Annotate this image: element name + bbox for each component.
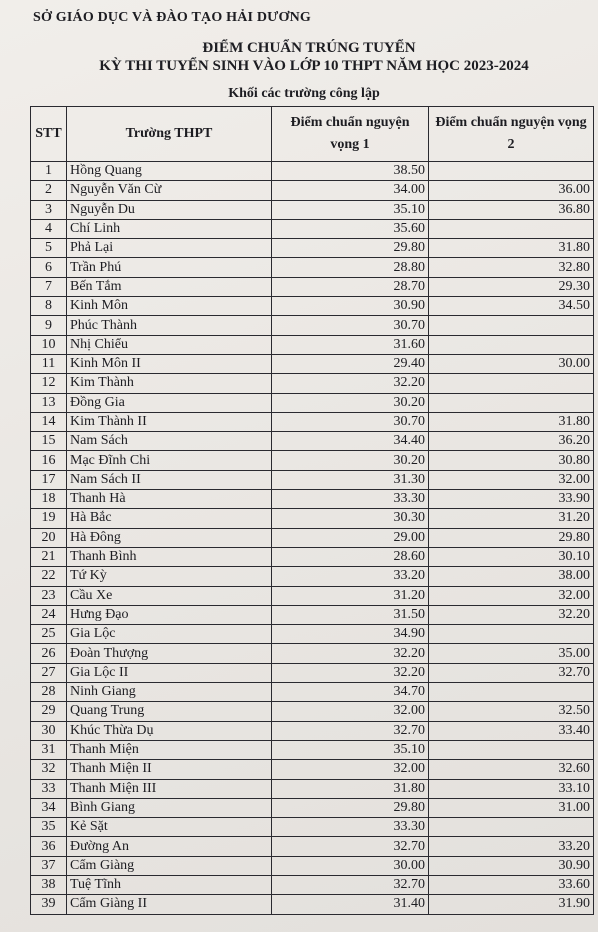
score-nv1: 32.20: [272, 374, 429, 393]
row-number: 13: [31, 393, 67, 412]
row-number: 23: [31, 586, 67, 605]
score-nv2: 38.00: [429, 567, 594, 586]
score-nv2: [429, 683, 594, 702]
table-row: [31, 779, 594, 798]
school-name: Nam Sách: [67, 432, 272, 451]
school-name: Mạc Đĩnh Chi: [67, 451, 272, 470]
score-nv2: [429, 316, 594, 335]
table-row: [31, 740, 594, 759]
score-nv2: 30.10: [429, 547, 594, 566]
table-row: [31, 412, 594, 431]
row-number: 12: [31, 374, 67, 393]
score-nv1: 31.40: [272, 895, 429, 914]
school-name: Nhị Chiểu: [67, 335, 272, 354]
score-nv2: 33.90: [429, 490, 594, 509]
row-number: 30: [31, 721, 67, 740]
school-name: Hà Đông: [67, 528, 272, 547]
table-row: [31, 200, 594, 219]
row-number: 36: [31, 837, 67, 856]
score-nv2: 31.80: [429, 412, 594, 431]
score-nv2: [429, 625, 594, 644]
table-row: [31, 162, 594, 181]
score-nv1: 28.70: [272, 277, 429, 296]
school-name: Thanh Miện II: [67, 760, 272, 779]
table-row: [31, 586, 594, 605]
score-nv2: 30.00: [429, 354, 594, 373]
table-row: [31, 470, 594, 489]
score-nv1: 33.30: [272, 818, 429, 837]
row-number: 37: [31, 856, 67, 875]
school-name: Kim Thành II: [67, 412, 272, 431]
row-number: 6: [31, 258, 67, 277]
school-group-subtitle: Khối các trường công lập: [228, 86, 380, 101]
row-number: 3: [31, 200, 67, 219]
table-row: [31, 721, 594, 740]
score-nv1: 30.00: [272, 856, 429, 875]
score-nv2: 32.60: [429, 760, 594, 779]
school-name: Kinh Môn: [67, 297, 272, 316]
table-row: [31, 625, 594, 644]
exam-title: KỲ THI TUYỂN SINH VÀO LỚP 10 THPT NĂM HỌC 2023-2024: [99, 58, 529, 74]
column-header-stt: STT: [31, 107, 67, 162]
school-name: Phả Lại: [67, 239, 272, 258]
table-row: [31, 316, 594, 335]
column-header-score2: Điểm chuẩn nguyện vọng 2: [429, 107, 594, 162]
score-nv1: 29.80: [272, 798, 429, 817]
score-nv2: 36.20: [429, 432, 594, 451]
score-nv2: 31.20: [429, 509, 594, 528]
table-row: [31, 683, 594, 702]
table-body: [31, 162, 594, 915]
school-name: Phúc Thành: [67, 316, 272, 335]
table-row: [31, 547, 594, 566]
school-name: Quang Trung: [67, 702, 272, 721]
table-header: [31, 107, 594, 162]
score-nv1: 30.30: [272, 509, 429, 528]
score-nv2: 30.80: [429, 451, 594, 470]
row-number: 17: [31, 470, 67, 489]
school-name: Nam Sách II: [67, 470, 272, 489]
score-nv1: 35.10: [272, 740, 429, 759]
row-number: 35: [31, 818, 67, 837]
score-nv1: 32.00: [272, 760, 429, 779]
school-name: Tuệ Tĩnh: [67, 875, 272, 894]
score-nv2: 33.60: [429, 875, 594, 894]
row-number: 24: [31, 605, 67, 624]
table-row: [31, 374, 594, 393]
row-number: 5: [31, 239, 67, 258]
score-nv2: 32.00: [429, 586, 594, 605]
school-name: Khúc Thừa Dụ: [67, 721, 272, 740]
row-number: 38: [31, 875, 67, 894]
table-row: [31, 702, 594, 721]
school-name: Gia Lộc: [67, 625, 272, 644]
row-number: 1: [31, 162, 67, 181]
row-number: 4: [31, 219, 67, 238]
score-nv2: 30.90: [429, 856, 594, 875]
score-nv2: [429, 335, 594, 354]
row-number: 39: [31, 895, 67, 914]
column-header-score1: Điểm chuẩn nguyện vọng 1: [272, 107, 429, 162]
row-number: 31: [31, 740, 67, 759]
score-nv2: 35.00: [429, 644, 594, 663]
table-row: [31, 798, 594, 817]
score-nv2: 29.30: [429, 277, 594, 296]
school-name: Hà Bắc: [67, 509, 272, 528]
table-row: [31, 528, 594, 547]
score-nv1: 33.30: [272, 490, 429, 509]
school-name: Kẻ Sặt: [67, 818, 272, 837]
score-nv2: 31.00: [429, 798, 594, 817]
score-nv1: 32.20: [272, 644, 429, 663]
school-name: Ninh Giang: [67, 683, 272, 702]
table-row: [31, 219, 594, 238]
score-nv2: 31.80: [429, 239, 594, 258]
score-nv2: 32.00: [429, 470, 594, 489]
score-nv1: 31.30: [272, 470, 429, 489]
row-number: 20: [31, 528, 67, 547]
school-name: Kinh Môn II: [67, 354, 272, 373]
issuing-agency: SỞ GIÁO DỤC VÀ ĐÀO TẠO HẢI DƯƠNG: [33, 10, 311, 25]
score-nv2: [429, 740, 594, 759]
score-nv2: 29.80: [429, 528, 594, 547]
school-name: Cẩm Giàng II: [67, 895, 272, 914]
school-name: Nguyễn Du: [67, 200, 272, 219]
row-number: 8: [31, 297, 67, 316]
score-nv1: 29.00: [272, 528, 429, 547]
row-number: 11: [31, 354, 67, 373]
score-nv1: 30.70: [272, 316, 429, 335]
school-name: Cầu Xe: [67, 586, 272, 605]
table-row: [31, 644, 594, 663]
score-nv2: 33.20: [429, 837, 594, 856]
score-nv1: 35.60: [272, 219, 429, 238]
table-row: [31, 895, 594, 914]
table-row: [31, 567, 594, 586]
row-number: 18: [31, 490, 67, 509]
row-number: 34: [31, 798, 67, 817]
score-nv2: 33.10: [429, 779, 594, 798]
score-nv2: 31.90: [429, 895, 594, 914]
score-nv2: 36.80: [429, 200, 594, 219]
row-number: 10: [31, 335, 67, 354]
school-name: Thanh Hà: [67, 490, 272, 509]
score-nv1: 31.80: [272, 779, 429, 798]
score-nv1: 30.90: [272, 297, 429, 316]
table-row: [31, 837, 594, 856]
score-nv2: 33.40: [429, 721, 594, 740]
score-nv2: [429, 818, 594, 837]
score-nv1: 34.90: [272, 625, 429, 644]
score-nv1: 35.10: [272, 200, 429, 219]
score-nv1: 31.50: [272, 605, 429, 624]
table-row: [31, 354, 594, 373]
score-nv1: 38.50: [272, 162, 429, 181]
score-nv2: 32.50: [429, 702, 594, 721]
table-row: [31, 277, 594, 296]
row-number: 16: [31, 451, 67, 470]
score-nv1: 31.60: [272, 335, 429, 354]
table-row: [31, 818, 594, 837]
row-number: 28: [31, 683, 67, 702]
score-nv1: 28.60: [272, 547, 429, 566]
score-nv2: 32.20: [429, 605, 594, 624]
score-nv1: 32.70: [272, 837, 429, 856]
score-nv2: 32.70: [429, 663, 594, 682]
table-row: [31, 335, 594, 354]
school-name: Hồng Quang: [67, 162, 272, 181]
table-row: [31, 432, 594, 451]
score-nv2: 34.50: [429, 297, 594, 316]
score-nv1: 28.80: [272, 258, 429, 277]
table-row: [31, 509, 594, 528]
school-name: Đồng Gia: [67, 393, 272, 412]
score-nv2: [429, 393, 594, 412]
score-nv1: 30.20: [272, 451, 429, 470]
school-name: Chí Linh: [67, 219, 272, 238]
school-name: Bến Tắm: [67, 277, 272, 296]
score-nv1: 32.00: [272, 702, 429, 721]
row-number: 2: [31, 181, 67, 200]
score-nv1: 29.80: [272, 239, 429, 258]
table-row: [31, 181, 594, 200]
score-table: [30, 106, 594, 915]
row-number: 9: [31, 316, 67, 335]
score-nv1: 32.70: [272, 875, 429, 894]
school-name: Thanh Miện III: [67, 779, 272, 798]
table-row: [31, 875, 594, 894]
score-nv1: 34.70: [272, 683, 429, 702]
score-nv1: 30.20: [272, 393, 429, 412]
score-nv1: 30.70: [272, 412, 429, 431]
table-row: [31, 451, 594, 470]
table-row: [31, 393, 594, 412]
school-name: Gia Lộc II: [67, 663, 272, 682]
school-name: Đoàn Thượng: [67, 644, 272, 663]
row-number: 15: [31, 432, 67, 451]
row-number: 33: [31, 779, 67, 798]
score-nv2: 36.00: [429, 181, 594, 200]
row-number: 21: [31, 547, 67, 566]
school-name: Kim Thành: [67, 374, 272, 393]
table-row: [31, 258, 594, 277]
score-nv1: 33.20: [272, 567, 429, 586]
table-row: [31, 663, 594, 682]
row-number: 26: [31, 644, 67, 663]
score-nv1: 32.20: [272, 663, 429, 682]
score-nv2: [429, 374, 594, 393]
column-header-school: Trường THPT: [67, 107, 272, 162]
school-name: Hưng Đạo: [67, 605, 272, 624]
row-number: 14: [31, 412, 67, 431]
document-title: ĐIỂM CHUẨN TRÚNG TUYỂN: [202, 40, 416, 56]
score-nv1: 34.40: [272, 432, 429, 451]
row-number: 25: [31, 625, 67, 644]
table-row: [31, 239, 594, 258]
row-number: 27: [31, 663, 67, 682]
school-name: Thanh Bình: [67, 547, 272, 566]
school-name: Nguyễn Văn Cừ: [67, 181, 272, 200]
score-nv1: 32.70: [272, 721, 429, 740]
row-number: 19: [31, 509, 67, 528]
school-name: Cẩm Giàng: [67, 856, 272, 875]
score-nv2: [429, 162, 594, 181]
row-number: 22: [31, 567, 67, 586]
table-row: [31, 605, 594, 624]
row-number: 7: [31, 277, 67, 296]
school-name: Tứ Kỳ: [67, 567, 272, 586]
school-name: Đường An: [67, 837, 272, 856]
score-nv2: [429, 219, 594, 238]
score-nv1: 31.20: [272, 586, 429, 605]
score-nv1: 29.40: [272, 354, 429, 373]
school-name: Trần Phú: [67, 258, 272, 277]
score-nv2: 32.80: [429, 258, 594, 277]
school-name: Thanh Miện: [67, 740, 272, 759]
row-number: 29: [31, 702, 67, 721]
row-number: 32: [31, 760, 67, 779]
score-nv1: 34.00: [272, 181, 429, 200]
table-row: [31, 490, 594, 509]
table-row: [31, 297, 594, 316]
table-row: [31, 760, 594, 779]
table-row: [31, 856, 594, 875]
school-name: Bình Giang: [67, 798, 272, 817]
